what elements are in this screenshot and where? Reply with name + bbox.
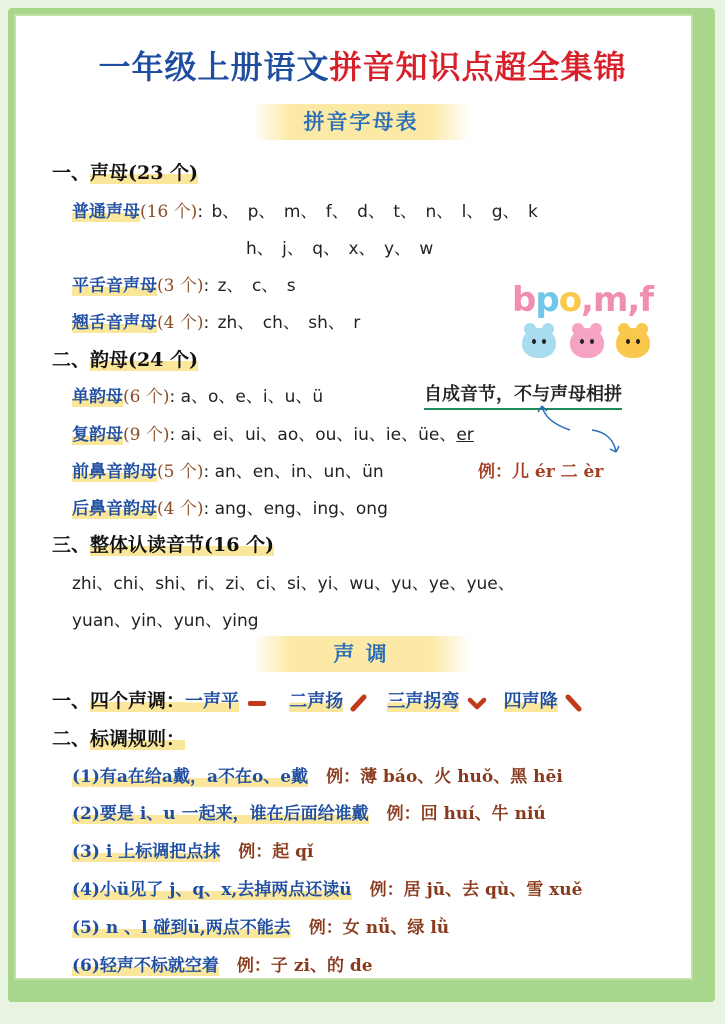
finals-simple-values: : a、o、e、i、u、ü [169, 387, 324, 407]
finals-er: er [456, 425, 474, 445]
tone2-mark-icon [348, 694, 370, 712]
initials-retroflex-row [72, 308, 360, 333]
tone1-mark-icon [244, 697, 270, 709]
bpmf-sticker [512, 280, 653, 320]
finals-compound-values: : ai、ei、ui、ao、ou、iu、ie、üe、 [169, 425, 457, 445]
section1-heading [52, 158, 198, 185]
section2-heading [52, 345, 198, 372]
rule-text: (5) n 、l 碰到ü,两点不能去 [72, 918, 291, 938]
rules-number: 二、 [52, 728, 91, 750]
finals-simple-count: (6 个) [123, 387, 170, 407]
sticker-letter-p: p [535, 280, 559, 320]
page-title [0, 42, 725, 88]
tones-title: 四个声调： [90, 690, 186, 712]
section2-number: 二、 [52, 349, 91, 371]
initials-regular-count: (16 个) [140, 202, 198, 222]
title-part2: 拼音知识点超全集锦 [329, 48, 627, 86]
sticker-letter-o: o [558, 280, 582, 320]
rule-item [72, 837, 313, 862]
rule-example: 例：女 nǚ、绿 lǜ [308, 918, 450, 938]
initials-flat-count: (3 个) [157, 276, 204, 296]
banner-alphabet: 拼音字母表 [252, 104, 470, 140]
rule-example: 例：回 huí、牛 niú [386, 804, 546, 824]
rule-item [72, 951, 373, 976]
whole-syllables-line1: zhi、chi、shi、ri、zi、ci、si、yi、wu、yu、ye、yue、 [72, 574, 515, 594]
initials-regular-row [72, 197, 538, 222]
bpmf-sticker-text [512, 280, 653, 320]
rule-text: (4)小ü见了 j、q、x,去掉两点还读ü [72, 880, 352, 900]
rule-example: 例：薄 báo、火 huǒ、黑 hēi [326, 767, 563, 787]
finals-front-nasal-label: 前鼻音韵母 [72, 462, 157, 482]
initials-regular-label: 普通声母 [72, 202, 140, 222]
tone2-label: 二声扬 [289, 691, 344, 712]
sticker-letters-mf: ,m,f [581, 280, 654, 320]
tones-number: 一、 [52, 690, 91, 712]
finals-back-nasal-count: (4 个) [157, 499, 204, 519]
rule-item [72, 913, 449, 938]
rule-text: (1)有a在给a戴，a不在o、e戴 [72, 767, 309, 787]
rule-item [72, 875, 582, 900]
title-part1: 一年级上册语文 [98, 48, 330, 86]
section3-heading [52, 530, 274, 557]
rule-example: 例：居 jū、去 qù、雪 xuě [369, 880, 583, 900]
finals-back-nasal-values: : ang、eng、ing、ong [203, 499, 388, 519]
tone1-label: 一声平 [185, 691, 240, 712]
rule-text: (3) i 上标调把点抹 [72, 842, 221, 862]
section3-title: 整体认读音节(16 个) [90, 534, 275, 556]
initials-regular-values: : b、 p、 m、 f、 d、 t、 n、 l、 g、 k [197, 202, 538, 222]
section2-title: 韵母(24 个) [90, 349, 199, 371]
er-example: 例：儿 ér 二 èr [478, 462, 604, 482]
tone3-label: 三声拐弯 [387, 691, 460, 712]
finals-front-nasal-row [72, 457, 384, 482]
initials-retroflex-values: : zh、 ch、 sh、 r [203, 313, 361, 333]
tone4-label: 四声降 [503, 691, 558, 712]
rule-text: (6)轻声不标就空着 [72, 956, 219, 976]
initials-retroflex-label: 翘舌音声母 [72, 313, 157, 333]
finals-back-nasal-label: 后鼻音韵母 [72, 499, 157, 519]
initials-flat-label: 平舌音声母 [72, 276, 157, 296]
rule-item [72, 762, 563, 787]
initials-regular-values-line2: h、 j、 q、 x、 y、 w [246, 239, 434, 259]
finals-simple-row [72, 382, 323, 407]
rule-example: 例：子 zi、的 de [236, 956, 373, 976]
rules-title: 标调规则： [90, 728, 186, 750]
initials-retroflex-count: (4 个) [157, 313, 204, 333]
bunny-blue-icon [522, 328, 556, 358]
initials-flat-values: : z、 c、 s [203, 276, 296, 296]
self-syllable-note: 自成音节，不与声母相拼 [424, 380, 622, 410]
tone3-mark-icon [465, 694, 489, 712]
finals-front-nasal-count: (5 个) [157, 462, 204, 482]
rules-heading [52, 724, 185, 751]
section1-title: 声母(23 个) [90, 162, 199, 184]
finals-back-nasal-row [72, 494, 388, 519]
whole-syllables-line2: yuan、yin、yun、ying [72, 611, 259, 631]
sticker-letter-b: b [512, 280, 536, 320]
bunny-pink-icon [570, 328, 604, 358]
finals-compound-count: (9 个) [123, 425, 170, 445]
tone4-mark-icon [563, 694, 585, 712]
finals-compound-row [72, 420, 474, 445]
tones-row [52, 686, 585, 713]
bunny-yellow-icon [616, 328, 650, 358]
banner-tones: 声 调 [252, 636, 470, 672]
finals-front-nasal-values: : an、en、in、un、ün [203, 462, 384, 482]
rule-example: 例：起 qǐ [238, 842, 314, 862]
er-arrows [530, 402, 630, 462]
finals-compound-label: 复韵母 [72, 425, 123, 445]
rule-text: (2)要是 i、u 一起来，谁在后面给谁戴 [72, 804, 369, 824]
arrow-to-example [592, 430, 616, 452]
rule-item [72, 799, 546, 824]
finals-simple-label: 单韵母 [72, 387, 123, 407]
section3-number: 三、 [52, 534, 91, 556]
initials-flat-row [72, 271, 296, 296]
section1-number: 一、 [52, 162, 91, 184]
